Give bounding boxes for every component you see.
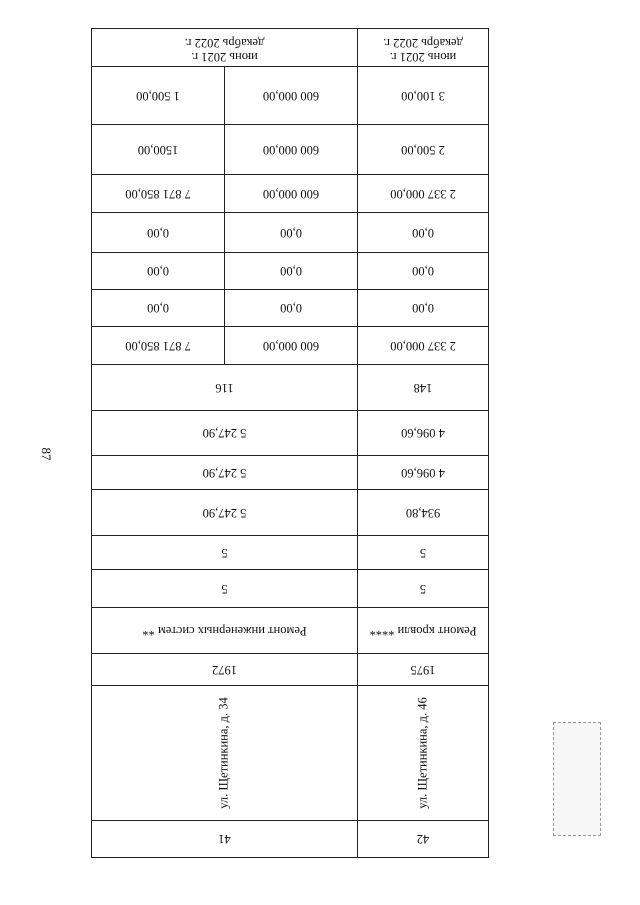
address-text: ул. Щетинкина, д. 34 [217,697,231,809]
address-cell [92,686,358,821]
cost-cell: 0,00 [225,290,358,327]
row-number-cell: 42 [358,821,489,858]
table-row [92,253,489,290]
period-cell [358,29,489,67]
period-cell [92,29,358,67]
cost-cell: 600 000,00 [225,67,358,125]
cost-cell: 0,00 [358,213,489,253]
cost-cell: 2 337 000,00 [358,327,489,365]
rotated-table-sheet [92,29,489,858]
year-cell: 1972 [92,654,358,686]
cost-cell: 0,00 [358,290,489,327]
table-row [92,365,489,411]
row-number-cell: 41 [92,821,358,858]
table-row [92,536,489,570]
cost-cell: 2 500,00 [358,125,489,175]
period-start: июнь 2021 г. [389,50,457,64]
repair-type-cell: Ремонт инженерных систем ** [92,608,358,654]
value-cell: 5 [92,536,358,570]
period-end: декабрь 2022 г. [184,35,265,50]
repair-type-cell: Ремонт кровли **** [358,608,489,654]
value-cell: 116 [92,365,358,411]
table-row [92,821,489,858]
table-row [92,213,489,253]
table-row [92,290,489,327]
cost-cell: 0,00 [92,213,225,253]
cost-cell: 3 100,00 [358,67,489,125]
value-cell: 5 [358,536,489,570]
address-text: ул. Щетинкина, д. 46 [415,697,430,809]
value-cell: 4 096,60 [358,411,489,456]
table-row [92,490,489,536]
cost-cell: 0,00 [225,253,358,290]
table-row [92,125,489,175]
value-cell: 5 [358,570,489,608]
cost-cell: 1500,00 [92,125,225,175]
cost-cell: 0,00 [92,253,225,290]
cost-cell: 7 871 850,00 [92,175,225,213]
faint-stamp [553,722,601,836]
table-row [92,686,489,821]
cost-cell: 600 000,00 [225,327,358,365]
value-cell: 934,80 [358,490,489,536]
table-row [92,654,489,686]
address-cell [358,686,489,821]
period-end: декабрь 2022 г. [383,35,463,50]
year-cell: 1975 [358,654,489,686]
page-number: 87 [39,447,54,461]
table-row [92,29,489,67]
table-row [92,411,489,456]
cost-cell: 0,00 [92,290,225,327]
value-cell: 5 247,90 [92,411,358,456]
value-cell: 4 096,60 [358,456,489,490]
table-row [92,608,489,654]
value-cell: 5 247,90 [92,490,358,536]
cost-cell: 7 871 850,00 [92,327,225,365]
cost-cell: 600 000,00 [225,125,358,175]
repair-table [91,28,489,858]
table-row [92,327,489,365]
cost-cell: 2 337 000,00 [358,175,489,213]
cost-cell: 0,00 [358,253,489,290]
cost-cell: 0,00 [225,213,358,253]
table-row [92,67,489,125]
table-row [92,456,489,490]
period-start: июнь 2021 г. [191,50,258,64]
value-cell: 5 247,90 [92,456,358,490]
value-cell: 148 [358,365,489,411]
cost-cell: 1 500,00 [92,67,225,125]
table-row [92,570,489,608]
table-row [92,175,489,213]
value-cell: 5 [92,570,358,608]
cost-cell: 600 000,00 [225,175,358,213]
